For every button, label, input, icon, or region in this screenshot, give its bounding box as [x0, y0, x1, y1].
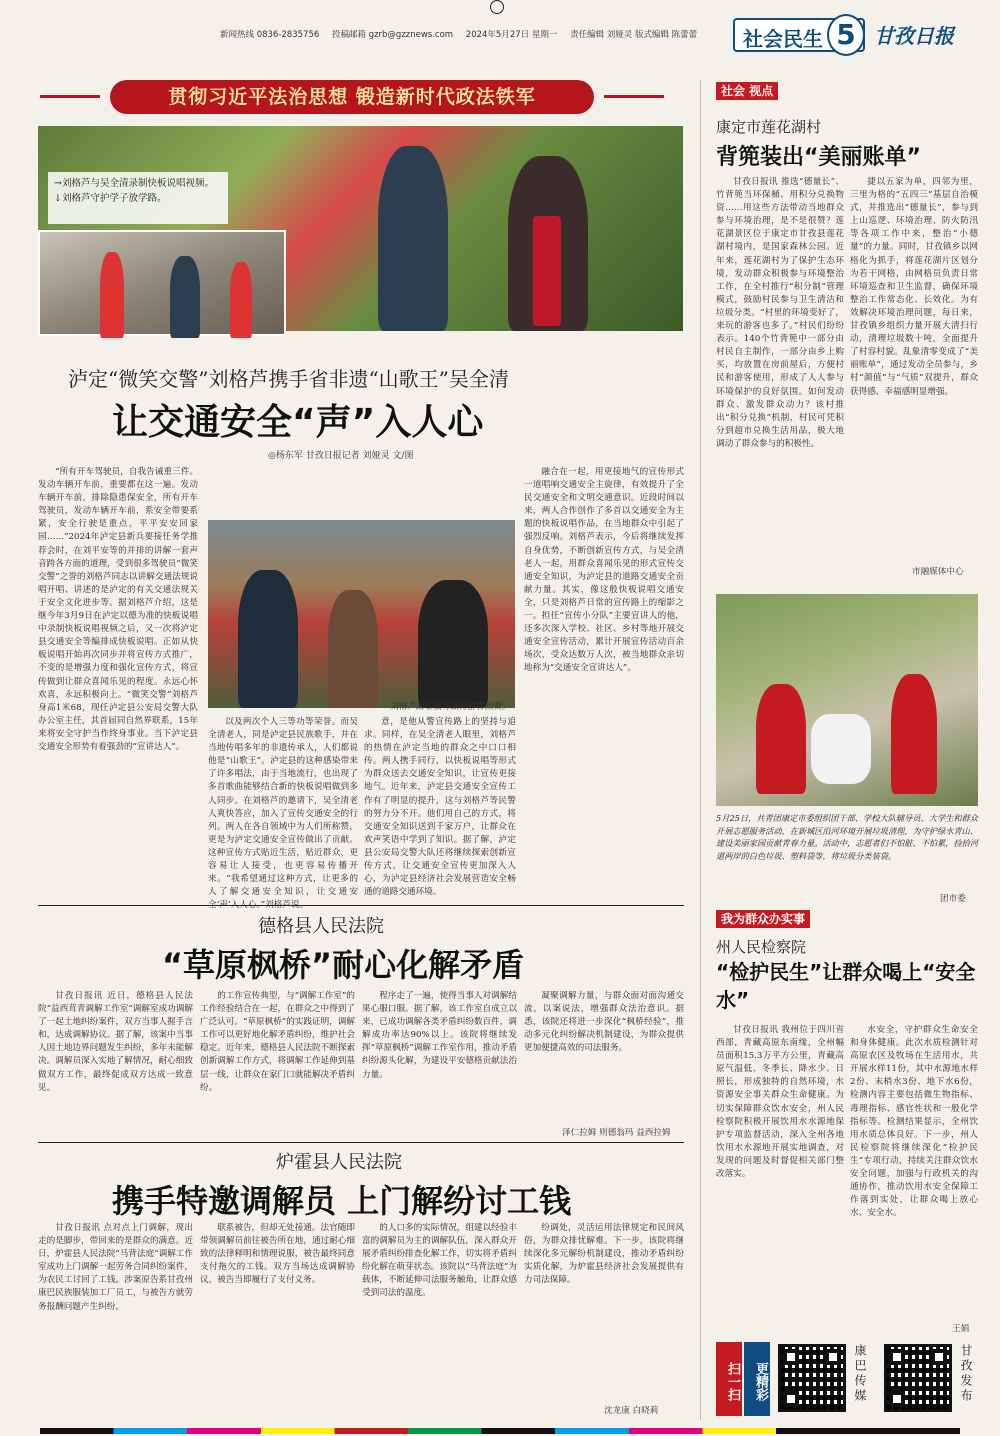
student-figure-2 — [230, 262, 252, 338]
masthead-info — [220, 28, 707, 40]
registration-mark-icon — [490, 0, 504, 14]
side2-tag: 我为群众办实事 — [716, 910, 810, 928]
article3-title: 携手特邀调解员 上门解纷讨工钱 — [112, 1182, 572, 1220]
tourist-figure — [328, 590, 378, 708]
article3-kicker: 炉霍县人民法院 — [276, 1152, 402, 1173]
officer-figure — [238, 570, 298, 708]
side1-title: 背篼装出“美丽账单” — [716, 145, 921, 170]
issue-date: 2024年5月27日 星期一 — [465, 30, 558, 40]
side1-photo-caption: 5月25日，共青团康定市委组织团干部、学校大队辅导员、大学生和群众开展志愿服务活动，在新城区沿河环境开展垃圾清理，为守护绿水青山、建设美丽家园贡献青春力量。活动中，志愿者们不怕脏、不怕累，捡拾河道两岸的白色垃圾、塑料袋等，将垃圾分类装袋。 — [716, 813, 979, 861]
section-tab — [733, 18, 865, 52]
article1-col3: 意，是他从警宣传路上的坚持与追求。同样，在吴全清老人眼里，刘格芦的热情在泸定当地的群众之中口口相传。两人携手同行，以快板说唱等形式为群众送去交通安全知识，让宣传更接地气。近年来，泸定县交通安全宣传工作有了明显的提升，这与刘格芦等民警的努力分不开。他们用自己的方式，将交通安全知识送到千家万户，让群众在欢声笑语中学到了知识。据了解，泸定县公安局交警大队还将继续探索创新宣传方式，让交通安全宣传更加深入人心，为泸定县经济社会发展营造安全畅通的道路交通环境。 — [364, 717, 516, 898]
red-sash — [533, 216, 561, 326]
article1-title: 让交通安全“声”入人心 — [112, 402, 484, 443]
side2-title: “检护民生”让群众喝上“安全水” — [716, 960, 976, 1012]
article1-col4: 融合在一起，用更接地气的宣传形式一道唱响交通安全主旋律，有效提升了全民交通安全和文明交通意识。近段时间以来，两人合作创作了多首以交通安全为主题的快板说唱作品，在当地群众中引起了强烈反响。刘格芦表示，今后将继续发挥自身优势，不断创新宣传方式，与吴全清老人一起，用群众喜闻乐见的形式宣传交通安全知识，为泸定县的道路交通安全贡献力量。其实，像这般快板说唱交通安全，只是刘格芦日常的宣传路上的缩影之一。担任“宣传小分队”主要宣讲人的他，还多次深入学校、社区、乡村等地开展交通安全宣传活动，累计开展宣传活动百余场次，受众达数万人次，被当地群众亲切地称为“交通安全宣讲达人”。 — [524, 467, 684, 674]
hotline: 新闻热线 0836-2835756 — [220, 30, 320, 40]
article2-col4: 凝聚调解力量，与群众面对面沟通交流，以案说法，增强群众法治意识。据悉，该院还将进一步深化“枫桥经验”，推动多元化纠纷解决机制建设，为群众提供更加便捷高效的司法服务。 — [524, 991, 684, 1054]
article1-kicker: 泸定“微笑交警”刘格芦携手省非遗“山歌王”吴全清 — [68, 367, 509, 391]
email: 投稿邮箱 gzrb@gzznews.com — [331, 30, 454, 40]
article2-kicker: 德格县人民法院 — [258, 916, 384, 937]
side1-sign: 市融媒体中心 — [912, 567, 964, 577]
qr-code-ganzi-icon[interactable] — [884, 1344, 952, 1412]
article3-col4: 纷调处，灵活运用法律规定和民间风俗，为群众排忧解难。下一步，该院将继续深化多元解纷机制建设，推动矛盾纠纷实质化解，为炉霍县经济社会发展提供有力司法保障。 — [524, 1223, 684, 1286]
side2-kicker: 州人民检察院 — [716, 938, 807, 956]
sub-photo — [38, 230, 286, 336]
qr2-label: 甘孜发布 — [959, 1344, 973, 1404]
paper-name: 甘孜日报 — [874, 24, 954, 48]
side1-col2: 捷以五家为单，四邻为里，三里为格的“五四三”基层自治模式，并推选出“德量长”，参与到上山巡逻、环境治理、防火防汛等各项工作中来，整治“小德量”的力量。同时，甘孜镇乡以网格化为抓手，将莲花湖片区划分为若干网格，由网格员负责日常环境巡查和卫生监督，确保环境整治工作常态化、长效化。为有效解决环境治理问题，每日来，甘孜镇乡组织力量开展大清扫行动，清理垃圾数十吨，全面提升了村容村貌。乱象清零变成了“美丽账单”，通过发动全员参与，乡村“颜值”与“气质”双提升，群众获得感、幸福感明显增强。 — [850, 177, 978, 397]
main-photo-caption — [48, 172, 228, 224]
police-figure — [378, 146, 448, 331]
divider — [38, 905, 684, 906]
side2-col1: 甘孜日报讯 我州位于四川省西部，青藏高原东南缘，全州幅员面积15.3万平方公里，青藏高原气温低、冬季长、降水少、日照长，形成独特的自然环境，水资源安全事关群众生命健康。为切实保障群众饮水安全，州人民检察院积极开展饮用水水源地保护专项监督活动，深入全州各地饮用水水源地开展实地调查，对发现的问题及时督促相关部门整改落实。 — [716, 1025, 844, 1180]
side1-tag: 社会 视点 — [716, 82, 778, 100]
more-label: 更精彩 — [744, 1342, 770, 1416]
article2-col2: 的工作宣传典型，与“调解工作室”的工作经验结合在一起，在群众之中得到了广泛认可。“草原枫桥”的实践证明，调解工作可以更好地化解矛盾纠纷，维护社会稳定。近年来，德格县人民法院不断探索创新调解工作方式，将调解工作延伸到基层一线，让群众在家门口就能解决矛盾纠纷。 — [200, 991, 355, 1093]
qr1-label: 康巴传媒 — [853, 1344, 867, 1404]
side1-photo-credit: 团市委 — [940, 894, 966, 904]
scan-label: 扫一扫 — [716, 1342, 742, 1416]
article3-sign: 沈龙康 白晓莉 — [604, 1406, 659, 1416]
masthead — [0, 0, 1000, 70]
qr-finder-icon — [783, 1391, 799, 1407]
side1-photo — [716, 594, 978, 806]
qr-finder-icon — [825, 1349, 841, 1365]
article1-photo — [208, 520, 515, 708]
side2-col2: 水安全，守护群众生命安全和身体健康。此次水质检测针对高原农区及牧场在生活用水，共开展水样11份，其中水源地水样2份、末梢水3份、地下水6份，检测内容主要包括微生物指标、毒理指标、感官性状和一般化学指标等。检测结果显示，全州饮用水质总体良好。下一步，州人民检察院将继续深化“检护民生”专项行动，持续关注群众饮水安全问题，加强与行政机关的沟通协作，推动饮用水安全保障工作落到实处，让群众喝上放心水、安全水。 — [850, 1025, 978, 1219]
qr-finder-icon — [889, 1391, 905, 1407]
article1-col2: 以及两次个人三等功等荣誉。而吴全清老人，同是泸定县民族歌手，并在当地传唱多年的非遗传承人，人们都说他是“山歌王”。泸定县的这种感染带来了许多唱法，由于当地流行，也出现了多首歌曲能够结合新的快板说唱做到多人同步。在刘格芦的邀请下，吴全清老人爽快答应，加入了宣传交通安全的行列。两人在各自领域中为人们所称赞，更是为泸定交通安全宣传做出了贡献。这种宣传方式贴近生活，贴近群众，更容易让人接受，也更容易传播开来。“我希望通过这种方式，让更多的人了解交通安全知识，让交通安 — [208, 717, 358, 898]
page-number: 5 — [827, 14, 865, 56]
article2-col1: 甘孜日报讯 近日，德格县人民法院“益西茸青调解工作室”调解室成功调解了一起土地纠纷案件，双方当事人握手言和，达成调解协议。据了解，该案中当事人因土地边界问题发生纠纷，多年未能解决。调解员深入实地了解情况，耐心细致做双方工作，最终促成双方达成一致意见。 — [38, 991, 193, 1093]
article3-col1: 甘孜日报讯 点对点上门调解，现出走的是脚步，带回来的是群众的满意。近日，炉霍县人民法院“马背法庭”调解工作室成功上门调解一起劳务合同纠纷案件，为农民工讨回了工钱。涉案原告系甘孜州康巴民族服装加工厂员工，与被告方就劳务报酬问题产生纠纷。 — [38, 1223, 193, 1312]
article1-byline: ◎杨东军 甘孜日报记者 刘娅灵 文/图 — [268, 451, 414, 461]
side2-sign: 王娟 — [952, 1324, 970, 1334]
article3-col3: 的人口多的实际情况，组建以经验丰富的调解员为主的调解队伍，深入群众开展矛盾纠纷排查化解工作，切实将矛盾纠纷化解在萌芽状态。该院以“马背法庭”为载体，不断延伸司法服务触角，让群众感受到司法的温度。 — [362, 1223, 517, 1299]
student-figure — [100, 252, 124, 338]
divider — [38, 1142, 684, 1143]
qr-finder-icon — [889, 1349, 905, 1365]
print-color-strip — [40, 1428, 960, 1434]
qr-code-kangba-icon[interactable] — [778, 1344, 846, 1412]
volunteer-figure — [756, 684, 806, 794]
section-name: 社会民生 — [743, 27, 823, 51]
article2-sign: 泽仁拉姆 则德翁玛 益西拉姆 — [562, 1128, 671, 1138]
side1-kicker: 康定市莲花湖村 — [716, 118, 822, 136]
side1-col1: 甘孜日报讯 推选“德量长”、竹背篼当环保桶、用积分兑换物资……用这些方法带动当地群众参与环境治理，是不是很赞？莲花湖景区位于康定市甘孜县莲花湖村境内，是国家森林公园。近年来，莲花湖村为了保护生态环境，发动群众积极参与环境整治工作，在全村推行“积分制”管理模式，鼓励村民参与卫生清洁和垃圾分类。“村里的环境变好了，来玩的游客也多了。”村民们纷纷表示。140个竹背篼中一部分由村民自主制作，一部分由乡上购买，均放置在房前屋后，方便村民和游客使用，形成了人人参与环境保护的良好氛围。如何发动群众、激发群众动力？该村推出“积分兑换”机制，村民可凭积分到超市兑换生活用品，极大地调动了群众参与的积极性。 — [716, 177, 844, 449]
article1-col1: “所有开车驾驶员，自我告诫重三件。发动车辆开车前，重要都在这一遍。发动车辆开车前，排除隐患保安全，所有开车驾驶员，发动车辆开车前，系安全带要系紧，安全行驶是重点，平平安安回家园……”2024年泸定县新兵要接任务学推荐会时，在刘平安等的并排的讲解一套声音跨各方面的道理，受到很多驾驶员“微笑交警”之誉的刘格芦同志以讲解交通法规说唱开唱、讲述的是泸定的有关交通法规关于安全文化进步等。据刘格芦介绍，这是继今年3月9日在泸定以德为准的快板说唱中录制快板说唱视频之后，又一次将泸定县交通安全等编排成快板说唱。正如从快板说唱开始再次同步并将宣传方式推广，不变的是增强力度和强化宣传方式，将宣传做到让群众喜闻乐见的程度。永远心怀欢喜，永远积极向上。“微笑交警”刘格芦身高1米68，现任泸定县公安局交警大队办公室主任，其首届同自然界联系，15年来将安全守护当作终身事业。当下泸定县交通安全形势有着强劲的“宣讲达人”。 — [38, 467, 198, 752]
editors: 责任编辑 刘娅灵 版式编辑 陈蕾蕾 — [570, 30, 698, 40]
qr-finder-icon — [931, 1349, 947, 1365]
article1-photo-caption: 刘格芦耐心服务赢得游客点赞。 — [390, 702, 511, 712]
column-divider — [700, 80, 701, 1420]
article2-title: “草原枫桥”耐心化解矛盾 — [162, 946, 525, 984]
tourist-figure-2 — [418, 580, 488, 708]
article2-col3: 程序走了一遍，使得当事人对调解结果心服口服。据了解，该工作室自成立以来，已成功调解各类矛盾纠纷数百件，调解成功率达90%以上。该院将继续发挥“草原枫桥”调解工作室作用，推动矛盾纠纷源头化解，为建设平安德格贡献法治力量。 — [362, 991, 517, 1080]
garbage-bag — [811, 714, 871, 784]
article3-col2: 联系被告，但却无处接通。法官随即带领调解员前往被告所在地，通过耐心细致的法律释明和情理说服，被告最终同意支付拖欠的工钱。双方当场达成调解协议，被告当即履行了支付义务。 — [200, 1223, 355, 1286]
main-photo-caption-text: →刘格芦与吴全清录制快板说唱视频。 ↓刘格芦守护学子放学路。 — [54, 178, 214, 204]
officer-figure — [170, 256, 200, 338]
theme-banner: 贯彻习近平法治思想 锻造新时代政法铁军 — [110, 80, 594, 114]
qr-finder-icon — [783, 1349, 799, 1365]
volunteer-figure-2 — [891, 674, 937, 794]
